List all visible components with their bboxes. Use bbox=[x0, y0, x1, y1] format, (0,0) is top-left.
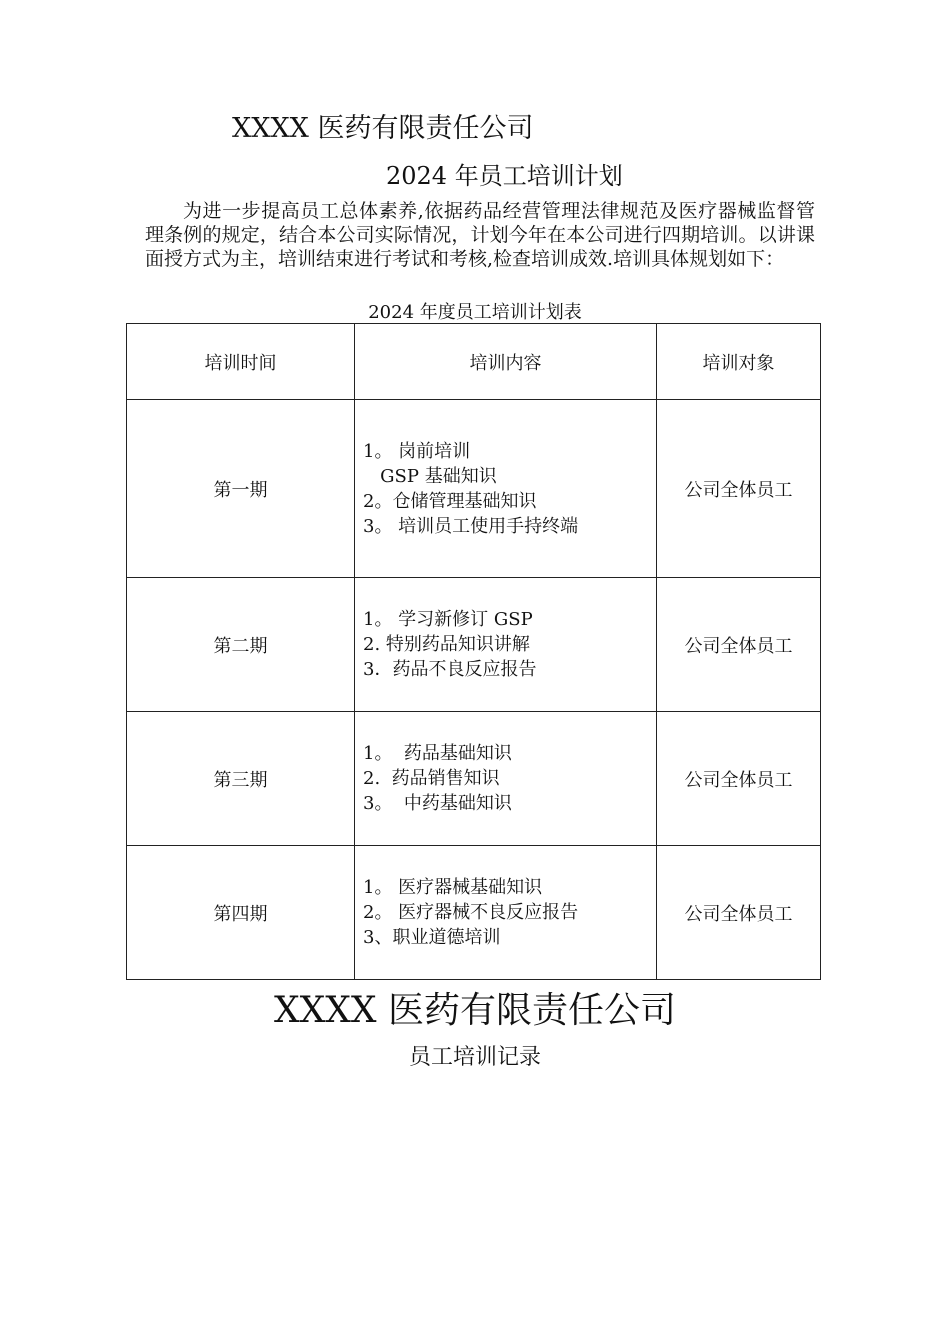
training-plan-table bbox=[126, 323, 821, 980]
target-cell: 公司全体员工 bbox=[657, 578, 821, 712]
content-cell bbox=[355, 846, 657, 980]
table-row bbox=[127, 712, 821, 846]
content-cell bbox=[355, 400, 657, 578]
content-line: 1。 学习新修订 GSP bbox=[363, 609, 533, 630]
target-cell: 公司全体员工 bbox=[657, 846, 821, 980]
record-title: 员工培训记录 bbox=[408, 1045, 541, 1070]
plan-title: 2024 年员工培训计划 bbox=[386, 162, 623, 190]
table-row bbox=[127, 400, 821, 578]
content-line: 2。仓储管理基础知识 bbox=[363, 490, 537, 512]
company-title-secondary: XXXX 医药有限责任公司 bbox=[274, 990, 676, 1031]
intro-paragraph: 为进一步提高员工总体素养,依据药品经营管理法律规范及医疗器械监督管理条例的规定，结合本公司实际情况，计划今年在本公司进行四期培训。以讲课面授方式为主，培训结束进行考试和考核,检查培训成效.培训具体规划如下： bbox=[145, 200, 815, 270]
content-line: 2. 药品销售知识 bbox=[363, 768, 500, 789]
table-header-row bbox=[127, 324, 821, 400]
period-cell: 第一期 bbox=[127, 400, 355, 578]
content-line: 2. 特别药品知识讲解 bbox=[363, 634, 530, 655]
table-caption: 2024 年度员工培训计划表 bbox=[368, 302, 582, 323]
period-cell: 第三期 bbox=[127, 712, 355, 846]
table-row bbox=[127, 578, 821, 712]
company-title: XXXX 医药有限责任公司 bbox=[232, 113, 534, 144]
content-line: 3。 中药基础知识 bbox=[363, 793, 512, 814]
table-row bbox=[127, 846, 821, 980]
content-cell bbox=[355, 578, 657, 712]
content-line: 3．药品不良反应报告 bbox=[363, 659, 537, 680]
content-line: 3。 培训员工使用手持终端 bbox=[363, 515, 579, 537]
content-line: 2。 医疗器械不良反应报告 bbox=[363, 902, 579, 923]
content-cell bbox=[355, 712, 657, 846]
content-line: 3、职业道德培训 bbox=[363, 927, 501, 948]
content-line: GSP 基础知识 bbox=[363, 465, 497, 487]
header-training-target: 培训对象 bbox=[657, 324, 821, 400]
content-line: 1。 医疗器械基础知识 bbox=[363, 877, 543, 898]
period-cell: 第二期 bbox=[127, 578, 355, 712]
header-training-time: 培训时间 bbox=[127, 324, 355, 400]
target-cell: 公司全体员工 bbox=[657, 712, 821, 846]
content-line: 1。 岗前培训 bbox=[363, 440, 471, 462]
content-line: 1。 药品基础知识 bbox=[363, 743, 512, 764]
target-cell: 公司全体员工 bbox=[657, 400, 821, 578]
header-training-content: 培训内容 bbox=[355, 324, 657, 400]
period-cell: 第四期 bbox=[127, 846, 355, 980]
